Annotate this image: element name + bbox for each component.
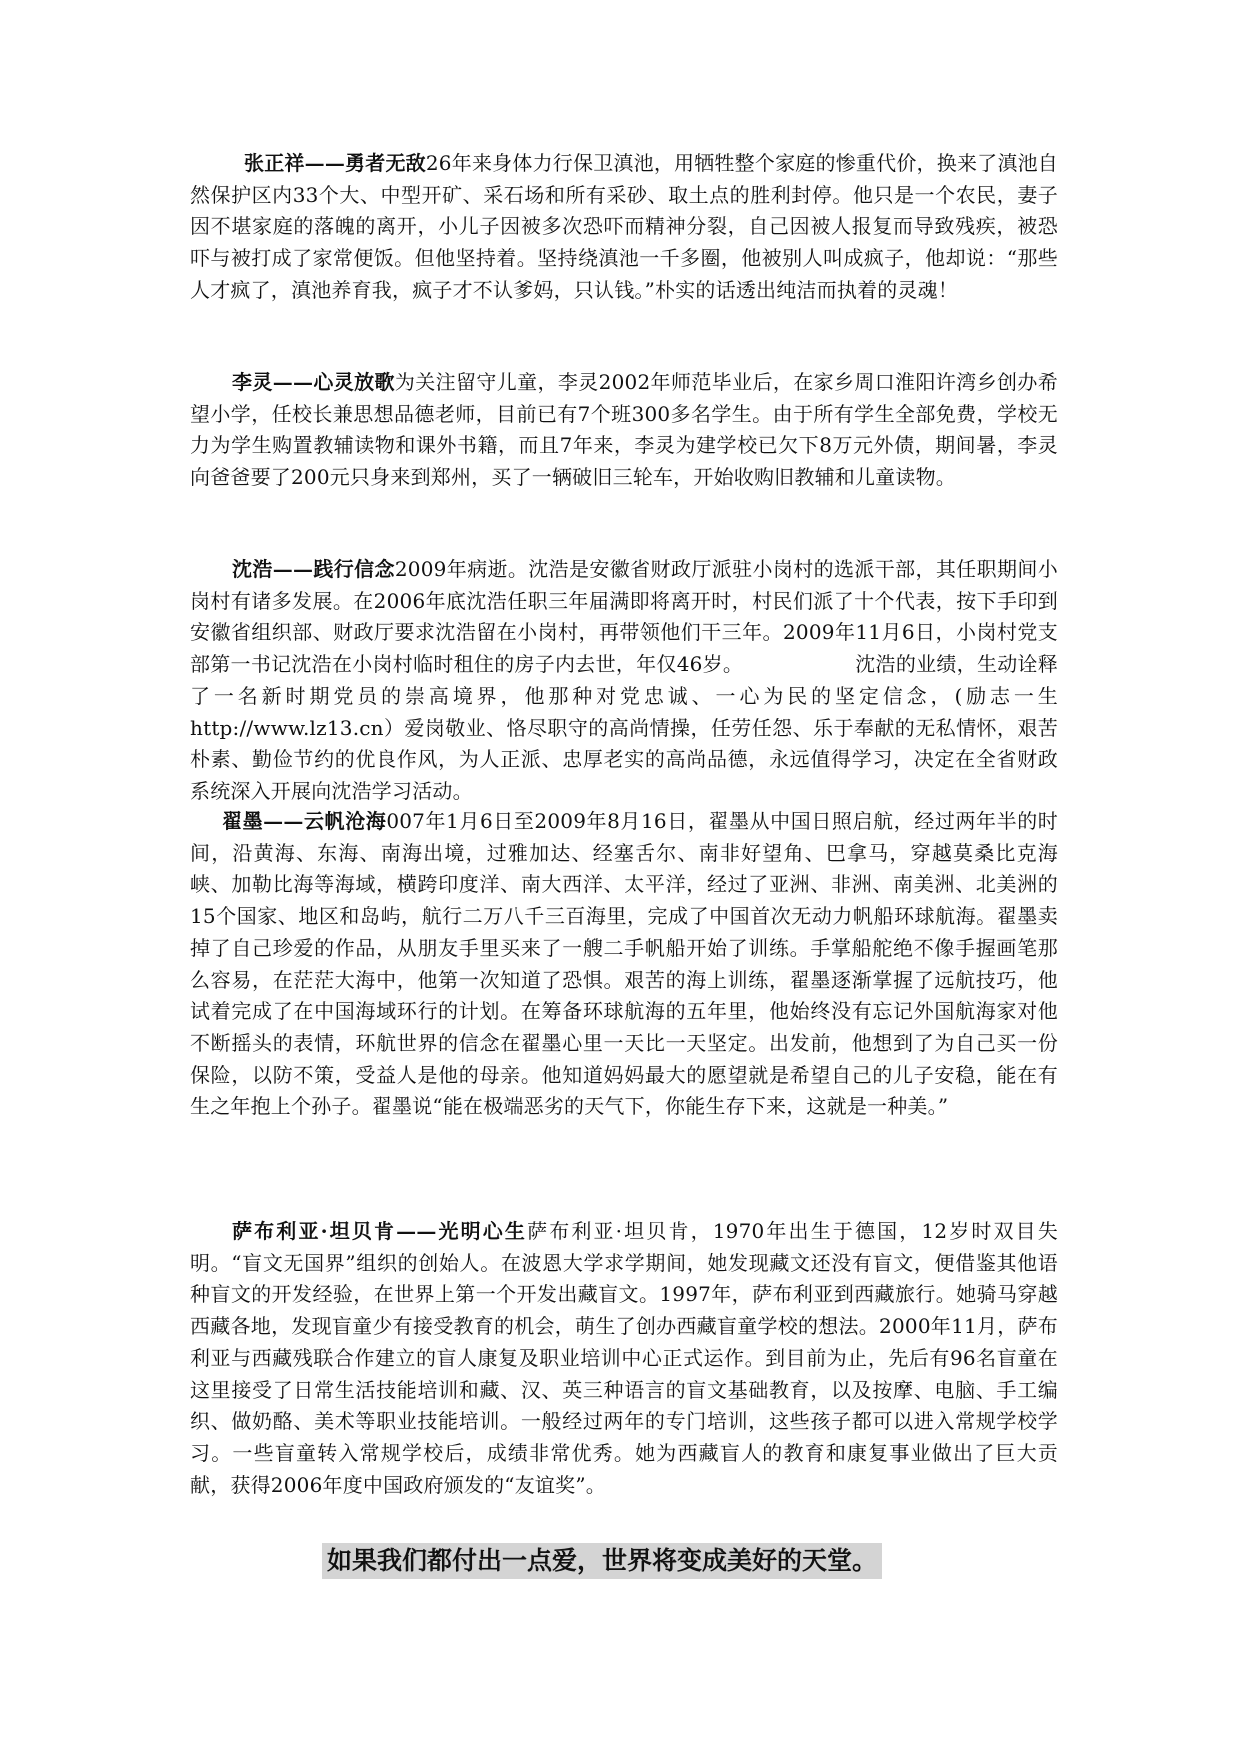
profile-zhang-zhengxiang: [190, 148, 1058, 307]
profile-body: 萨布利亚·坦贝肯，1970年出生于德国，12岁时双目失明。“盲文无国界”组织的创始人。在波恩大学求学期间，她发现藏文还没有盲文，便借鉴其他语种盲文的开发经验，在世界上第一个开发出藏盲文。1997年，萨布利亚到西藏旅行。她骑马穿越西藏各地，发现盲童少有接受教育的机会，萌生了创办西藏盲童学校的想法。2000年11月，萨布利亚与西藏残联合作建立的盲人康复及职业培训中心正式运作。到目前为止，先后有96名盲童在这里接受了日常生活技能培训和藏、汉、英三种语言的盲文基础教育，以及按摩、电脑、手工编织、做奶酪、美术等职业技能培训。一般经过两年的专门培训，这些孩子都可以进入常规学校学习。一些盲童转入常规学校后，成绩非常优秀。她为西藏盲人的教育和康复事业做出了巨大贡献，获得2006年度中国政府颁发的“友谊奖”。: [190, 1219, 1059, 1497]
profile-title: 萨布利亚·坦贝肯——光明心生: [232, 1219, 528, 1243]
profile-li-ling: [190, 367, 1058, 494]
profile-body: 26年来身体力行保卫滇池，用牺牲整个家庭的惨重代价，换来了滇池自然保护区内33个大、中型开矿、采石场和所有采砂、取土点的胜利封停。他只是一个农民，妻子因不堪家庭的落魄的离开，小儿子因被多次恐吓而精神分裂，自己因被人报复而导致残疾，被恐吓与被打成了家常便饭。但他坚持着。坚持绕滇池一千多圈，他被别人叫成疯子，他却说：“那些人才疯了，滇池养育我，疯子才不认爹妈，只认钱。”朴实的话透出纯洁而执着的灵魂！: [190, 151, 1058, 302]
profile-title: 张正祥——勇者无敌: [244, 151, 426, 175]
closing-statement: 如果我们都付出一点爱，世界将变成美好的天堂。: [322, 1543, 882, 1579]
profile-title: 翟墨——云帆沧海: [222, 809, 387, 833]
profile-body: 为关注留守儿童，李灵2002年师范毕业后，在家乡周口淮阳许湾乡创办希望小学，任校长兼思想品德老师，目前已有7个班300多名学生。由于所有学生全部免费，学校无力为学生购置教辅读物和课外书籍，而且7年来，李灵为建学校已欠下8万元外债，期间暑，李灵向爸爸要了200元只身来到郑州，买了一辆破旧三轮车，开始收购旧教辅和儿童读物。: [190, 370, 1058, 490]
profile-sabriye-tenberken: [190, 1216, 1058, 1501]
profile-title: 沈浩——践行信念: [232, 557, 395, 581]
profile-title: 李灵——心灵放歌: [232, 370, 395, 394]
profile-body: 007年1月6日至2009年8月16日，翟墨从中国日照启航，经过两年半的时间，沿黄海、东海、南海出境，过雅加达、经塞舌尔、南非好望角、巴拿马，穿越莫桑比克海峡、加勒比海等海域，横跨印度洋、南大西洋、太平洋，经过了亚洲、非洲、南美洲、北美洲的15个国家、地区和岛屿，航行二万八千三百海里，完成了中国首次无动力帆船环球航海。翟墨卖掉了自己珍爱的作品，从朋友手里买来了一艘二手帆船开始了训练。手掌船舵绝不像手握画笔那么容易，在茫茫大海中，他第一次知道了恐惧。艰苦的海上训练，翟墨逐渐掌握了远航技巧，他试着完成了在中国海域环行的计划。在筹备环球航海的五年里，他始终没有忘记外国航海家对他不断摇头的表情，环航世界的信念在翟墨心里一天比一天坚定。出发前，他想到了为自己买一份保险，以防不策，受益人是他的母亲。他知道妈妈最大的愿望就是希望自己的儿子安稳，能在有生之年抱上个孙子。翟墨说“能在极端恶劣的天气下，你能生存下来，这就是一种美。”: [190, 809, 1058, 1119]
profile-zhai-mo: [190, 806, 1058, 1123]
profile-body: 2009年病逝。沈浩是安徽省财政厅派驻小岗村的选派干部，其任职期间小岗村有诸多发展。在2006年底沈浩任职三年届满即将离开时，村民们派了十个代表，按下手印到安徽省组织部、财政厅要求沈浩留在小岗村，再带领他们干三年。2009年11月6日，小岗村党支部第一书记沈浩在小岗村临时租住的房子内去世，年仅46岁。: [190, 557, 1058, 677]
profile-body-continued: 沈浩的业绩，生动诠释了一名新时期党员的崇高境界，他那种对党忠诚、一心为民的坚定信念，(励志一生 http://www.lz13.cn）爱岗敬业、恪尽职守的高尚情操，任劳任怨、乐于奉献的无私情怀，艰苦朴素、勤俭节约的优良作风，为人正派、忠厚老实的高尚品德，永远值得学习，决定在全省财政系统深入开展向沈浩学习活动。: [190, 652, 1058, 803]
profile-shen-hao: [190, 554, 1058, 808]
